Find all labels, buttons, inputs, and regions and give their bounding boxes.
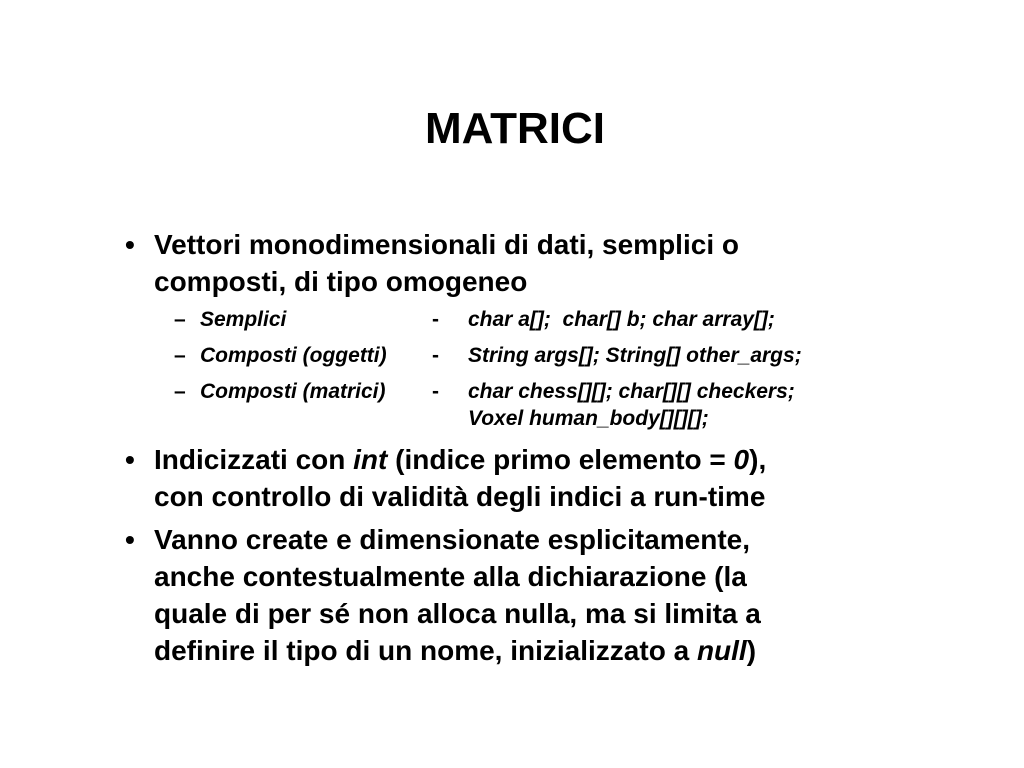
sub-bullet-marker: – <box>174 344 186 367</box>
code-line: Voxel human_body[][][]; <box>468 407 709 430</box>
bullet-line: Vanno create e dimensionate esplicitamente, <box>154 524 750 555</box>
sub-item-label: Composti (oggetti) <box>200 344 387 367</box>
text-run: (indice primo elemento = <box>387 444 734 475</box>
sub-item-label: Composti (matrici) <box>200 380 386 403</box>
sub-item-separator: - <box>432 380 439 403</box>
sub-item-separator: - <box>432 344 439 367</box>
bullet-marker: • <box>125 524 135 555</box>
sub-item-code <box>468 378 909 432</box>
slide-title: MATRICI <box>424 104 606 153</box>
code-line: char a[]; char[] b; char array[]; <box>468 308 775 331</box>
bullet-item <box>119 226 909 300</box>
sub-item-code <box>468 342 909 369</box>
bullet-line: composti, di tipo omogeneo <box>154 266 528 297</box>
bullet-item <box>119 441 909 515</box>
bullet-marker: • <box>125 229 135 260</box>
bullet-line: Vettori monodimensionali di dati, semplici o <box>154 229 739 260</box>
sub-bullet-list <box>119 306 909 432</box>
sub-bullet-marker: – <box>174 380 186 403</box>
code-line: String args[]; String[] other_args; <box>468 344 802 367</box>
sub-item-separator: - <box>432 308 439 331</box>
bullet-line: quale di per sé non alloca nulla, ma si limita a <box>154 598 761 629</box>
bullet-line: con controllo di validità degli indici a run-time <box>154 481 766 512</box>
text-run: Indicizzati con <box>154 444 354 475</box>
emphasis-null: null <box>696 635 747 666</box>
bullet-line: anche contestualmente alla dichiarazione (la <box>154 561 747 592</box>
bullet-line <box>154 441 909 478</box>
code-line: char chess[][]; char[][] checkers; <box>468 380 795 403</box>
text-run: ) <box>746 635 757 666</box>
sub-item-label: Semplici <box>200 308 287 331</box>
sub-item-composti-matrici <box>119 378 909 432</box>
emphasis-zero: 0 <box>733 444 750 475</box>
text-run: definire il tipo di un nome, inizializzato a <box>154 635 697 666</box>
sub-item-semplici <box>119 306 909 333</box>
sub-item-code <box>468 306 909 333</box>
emphasis-int: int <box>353 444 388 475</box>
bullet-item <box>119 521 909 669</box>
bullet-line <box>154 632 909 669</box>
bullet-marker: • <box>125 444 135 475</box>
sub-item-composti-oggetti <box>119 342 909 369</box>
bullet-list <box>119 226 909 669</box>
text-run: ), <box>749 444 767 475</box>
sub-bullet-marker: – <box>174 308 186 331</box>
